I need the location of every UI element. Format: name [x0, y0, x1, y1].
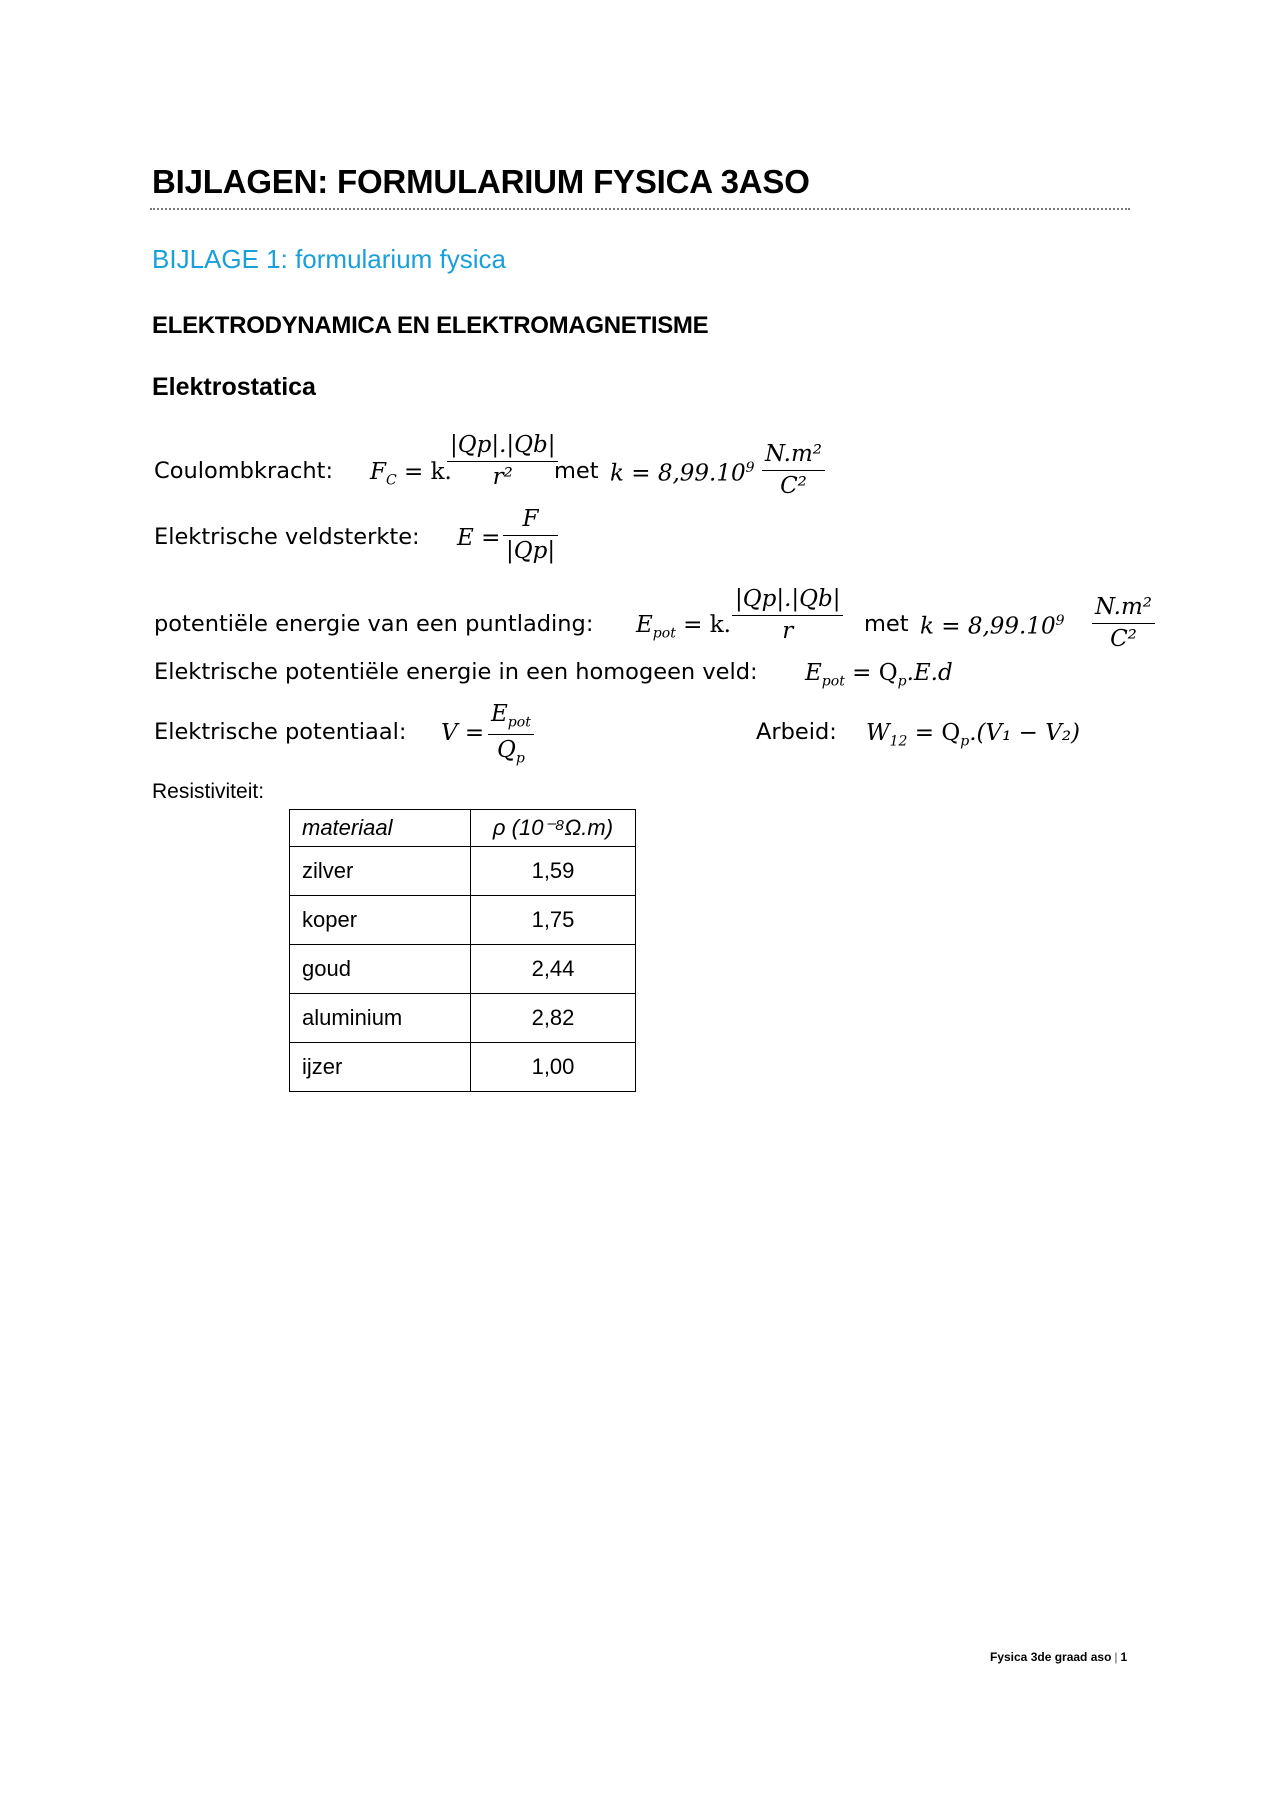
section-heading: ELEKTRODYNAMICA EN ELEKTROMAGNETISME	[152, 312, 709, 339]
table-row	[290, 1043, 636, 1092]
page-number: 1	[1120, 1650, 1128, 1664]
material-cell: goud	[290, 945, 471, 994]
potential-lhs: V =	[441, 720, 485, 746]
homogeneous-field-formula: $E_{pot} = Q_p.E.d$	[805, 660, 953, 690]
coulomb-lhs: $F_C = k$.	[370, 459, 452, 489]
resistivity-label: Resistiviteit:	[152, 780, 265, 803]
homogeneous-field-label: Elektrische potentiële energie in een homogeen veld:	[154, 659, 758, 685]
resistivity-table	[289, 809, 636, 1092]
footer-separator: |	[1114, 1650, 1118, 1664]
subsection-heading: Elektrostatica	[152, 373, 316, 401]
field-strength-label: Elektrische veldsterkte:	[154, 524, 420, 550]
table-row	[290, 945, 636, 994]
point-charge-unit: N.m² C²	[1092, 596, 1155, 651]
point-charge-energy-lhs: $E_{pot} = k$.	[636, 612, 731, 642]
header-material: materiaal	[290, 810, 471, 847]
value-cell: 1,75	[471, 896, 636, 945]
point-charge-met: met	[864, 611, 909, 637]
field-strength-lhs: E =	[457, 525, 501, 551]
value-cell: 1,59	[471, 847, 636, 896]
table-row	[290, 994, 636, 1043]
material-cell: koper	[290, 896, 471, 945]
table-row	[290, 896, 636, 945]
coulomb-unit: N.m² C²	[762, 443, 825, 498]
coulomb-fraction: |Qp|.|Qb| r²	[447, 434, 558, 489]
field-strength-fraction: F |Qp|	[503, 508, 558, 563]
potential-label: Elektrische potentiaal:	[154, 719, 407, 745]
point-charge-k-value: $k = 8,99.10^9$	[920, 613, 1065, 640]
point-charge-energy-label: potentiële energie van een puntlading:	[154, 611, 594, 637]
work-formula: $W_{12} = Q_p.(V_1 - V_2)$	[866, 720, 1081, 750]
coulomb-label: Coulombkracht:	[154, 458, 334, 484]
work-label: Arbeid:	[756, 719, 837, 745]
coulomb-k-value: $k = 8,99.10^9$	[610, 460, 755, 487]
material-cell: aluminium	[290, 994, 471, 1043]
header-resistivity: ρ (10⁻⁸Ω.m)	[471, 810, 636, 847]
page-footer	[990, 1650, 1127, 1664]
potential-fraction: $E_{pot}$ $Q_p$	[488, 703, 534, 765]
coulomb-met: met	[554, 458, 599, 484]
point-charge-energy-fraction: |Qp|.|Qb| r	[732, 588, 843, 643]
table-header-row	[290, 810, 636, 847]
material-cell: ijzer	[290, 1043, 471, 1092]
table-row	[290, 847, 636, 896]
value-cell: 1,00	[471, 1043, 636, 1092]
page-title: BIJLAGEN: FORMULARIUM FYSICA 3ASO	[152, 163, 810, 200]
value-cell: 2,44	[471, 945, 636, 994]
footer-text: Fysica 3de graad aso	[990, 1650, 1112, 1664]
appendix-title: BIJLAGE 1: formularium fysica	[152, 244, 506, 274]
material-cell: zilver	[290, 847, 471, 896]
title-divider	[150, 208, 1130, 210]
value-cell: 2,82	[471, 994, 636, 1043]
